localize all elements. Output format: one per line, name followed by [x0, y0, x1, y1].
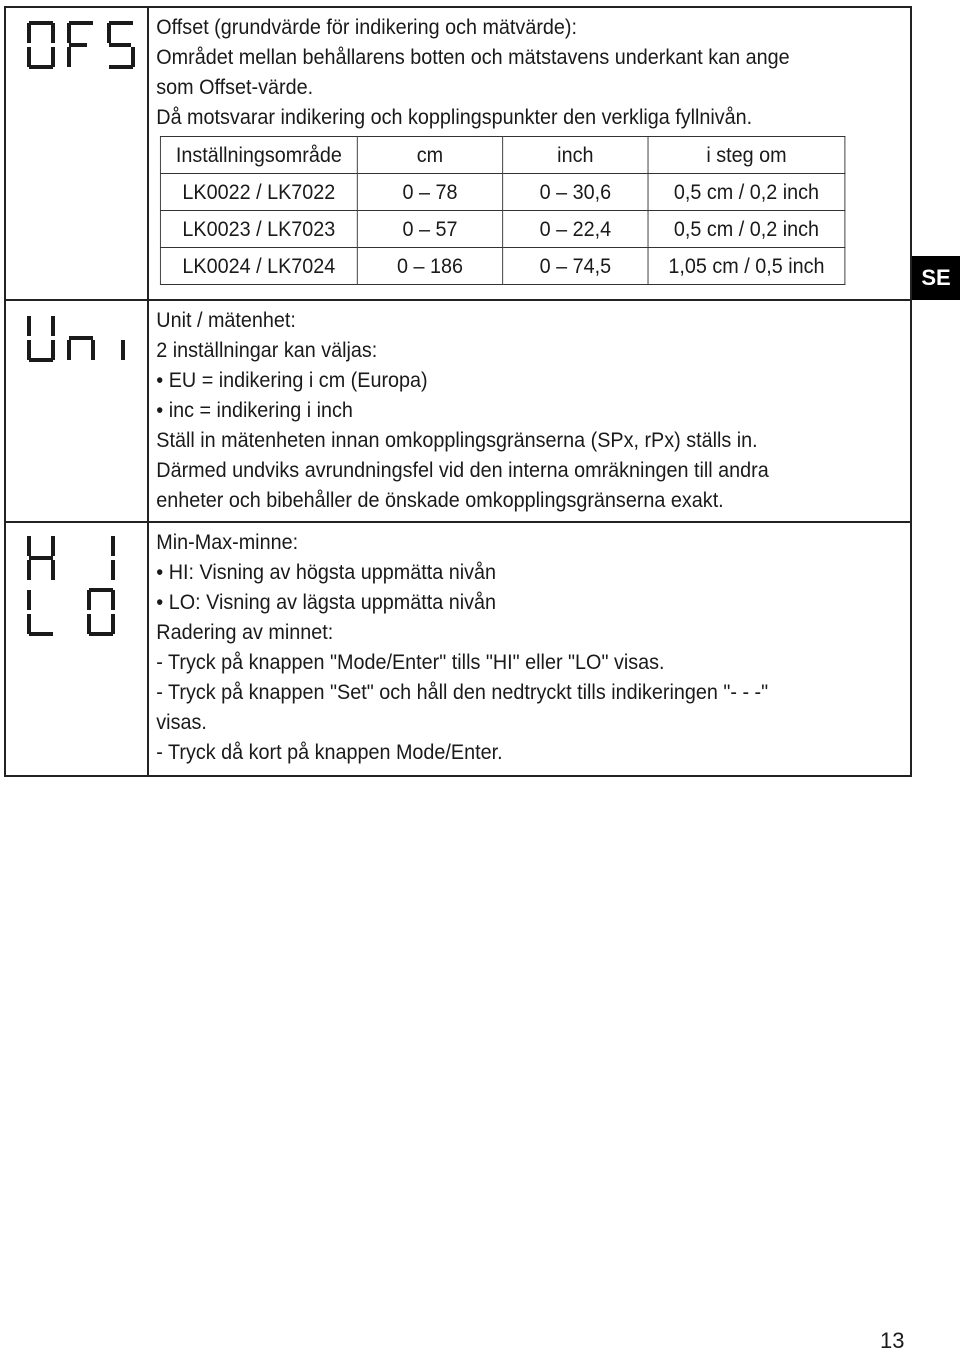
- header-cell: cm: [357, 137, 502, 174]
- text-line: enheter och bibehåller de önskade omkopplingsgränserna exakt.: [156, 488, 724, 512]
- table-row: [160, 211, 844, 248]
- header-cell: i steg om: [648, 137, 845, 174]
- row-hi-lo: [5, 522, 911, 776]
- table-row: [160, 248, 844, 285]
- setting-range-table: [160, 136, 845, 285]
- text-line: Därmed undviks avrundningsfel vid den interna omräkningen till andra: [156, 458, 769, 482]
- table-cell: LK0022 / LK7022: [160, 174, 357, 211]
- parameter-table: [4, 6, 912, 777]
- table-cell: 1,05 cm / 0,5 inch: [648, 248, 845, 285]
- description-hi-lo: [148, 522, 850, 776]
- text-line: Området mellan behållarens botten och mätstavens underkant kan ange: [156, 45, 790, 69]
- text-line: Unit / mätenhet:: [156, 308, 296, 332]
- row-uni: [5, 300, 911, 522]
- text-line: Då motsvarar indikering och kopplingspunkter den verkliga fyllnivån.: [156, 105, 753, 129]
- text-line: Min-Max-minne:: [156, 530, 299, 554]
- text-line: Offset (grundvärde för indikering och mätvärde):: [156, 15, 577, 39]
- text-line: - Tryck då kort på knappen Mode/Enter.: [156, 740, 503, 764]
- language-tab: SE: [912, 256, 960, 300]
- bullet-item: • EU = indikering i cm (Europa): [156, 365, 849, 395]
- bullet-item: • inc = indikering i inch: [156, 395, 849, 425]
- text-line: - Tryck på knappen "Mode/Enter" tills "HI" eller "LO" visas.: [156, 650, 665, 674]
- row-ofs: [5, 7, 911, 300]
- table-cell: LK0023 / LK7023: [160, 211, 357, 248]
- table-row: [160, 174, 844, 211]
- table-cell: 0,5 cm / 0,2 inch: [648, 174, 845, 211]
- table-cell: 0,5 cm / 0,2 inch: [648, 211, 845, 248]
- table-cell: 0 – 57: [357, 211, 502, 248]
- seven-segment-hi-icon: [26, 533, 136, 583]
- table-cell: 0 – 186: [357, 248, 502, 285]
- text-line: Ställ in mätenheten innan omkopplingsgränserna (SPx, rPx) ställs in.: [156, 428, 758, 452]
- bullet-item: • HI: Visning av högsta uppmätta nivån: [156, 557, 849, 587]
- seven-segment-lo-icon: [26, 587, 136, 637]
- header-cell: Inställningsområde: [160, 137, 357, 174]
- display-cell-hi-lo: [5, 522, 148, 776]
- range-table-header: [160, 137, 844, 174]
- bullet-item: • LO: Visning av lägsta uppmätta nivån: [156, 587, 849, 617]
- display-cell-ofs: [5, 7, 148, 300]
- text-line: Radering av minnet:: [156, 620, 334, 644]
- table-cell: LK0024 / LK7024: [160, 248, 357, 285]
- header-cell: inch: [503, 137, 648, 174]
- page-number: 13: [880, 1328, 905, 1353]
- seven-segment-ofs-icon: [26, 20, 136, 70]
- text-line: visas.: [156, 710, 207, 734]
- text-line: - Tryck på knappen "Set" och håll den nedtryckt tills indikeringen "- - -": [156, 680, 769, 704]
- description-uni: [148, 300, 850, 522]
- display-cell-uni: [5, 300, 148, 522]
- table-cell: 0 – 30,6: [503, 174, 648, 211]
- table-cell: 0 – 78: [357, 174, 502, 211]
- seven-segment-uni-icon: [26, 313, 136, 363]
- table-cell: 0 – 74,5: [503, 248, 648, 285]
- description-ofs: [148, 7, 850, 300]
- table-cell: 0 – 22,4: [503, 211, 648, 248]
- text-line: som Offset-värde.: [156, 75, 314, 99]
- text-line: 2 inställningar kan väljas:: [156, 338, 378, 362]
